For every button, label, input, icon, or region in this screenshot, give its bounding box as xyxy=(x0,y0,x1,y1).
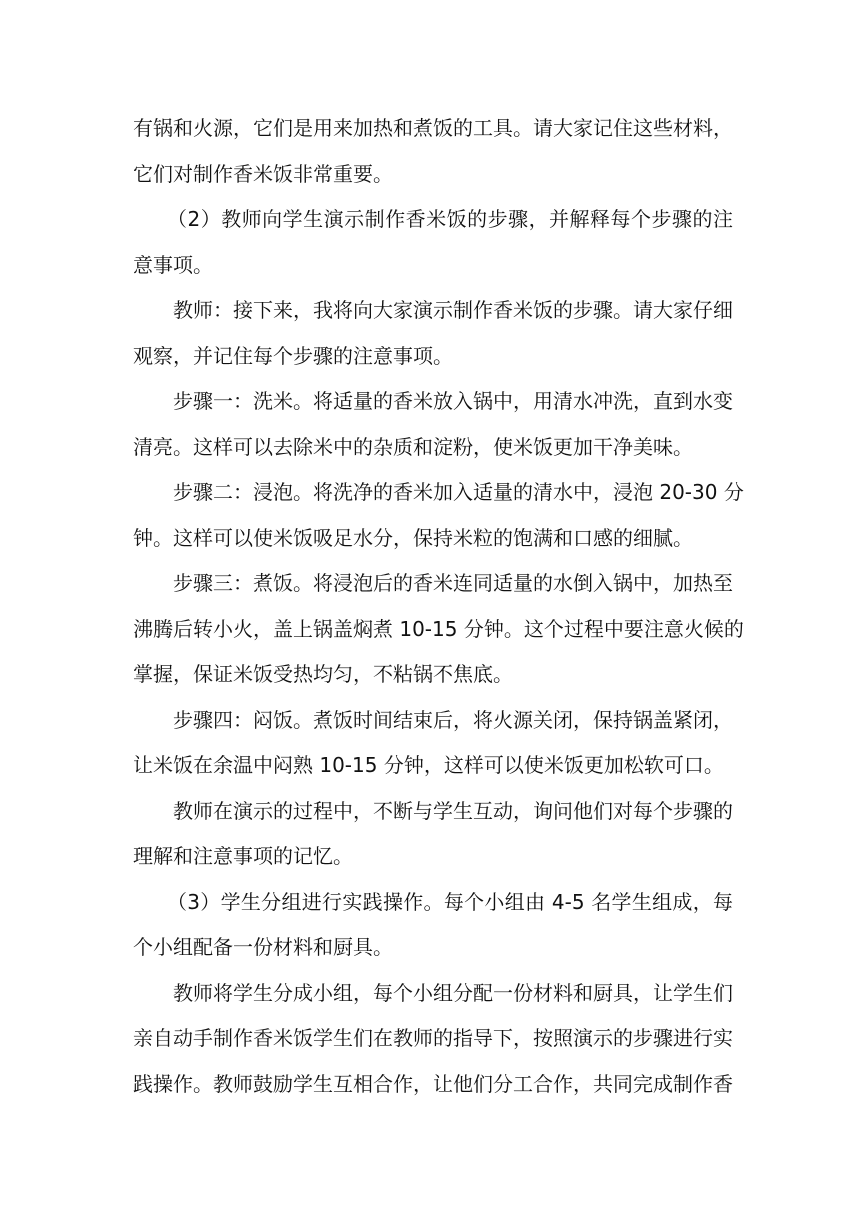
text-line: 观察，并记住每个步骤的注意事项。 xyxy=(133,343,453,368)
text-line: 沸腾后转小火，盖上锅盖焖煮 10-15 分钟。这个过程中要注意火候的 xyxy=(133,616,744,641)
text-line: 它们对制作香米饭非常重要。 xyxy=(133,161,393,186)
text-line: 践操作。教师鼓励学生互相合作，让他们分工合作，共同完成制作香 xyxy=(133,1071,733,1096)
text-line: 意事项。 xyxy=(133,252,213,277)
text-line: 个小组配备一份材料和厨具。 xyxy=(133,935,393,959)
text-line: 教师将学生分成小组，每个小组分配一份材料和厨具，让学生们 xyxy=(173,980,733,1005)
paragraph xyxy=(133,288,733,379)
paragraph xyxy=(133,561,744,698)
text-line: 步骤一：洗米。将适量的香米放入锅中，用清水冲洗，直到水变 xyxy=(173,389,733,413)
paragraph xyxy=(133,971,733,1108)
text-line: 理解和注意事项的记忆。 xyxy=(133,844,353,868)
text-line: 教师在演示的过程中，不断与学生互动，询问他们对每个步骤的 xyxy=(173,798,733,823)
text-line: 教师：接下来，我将向大家演示制作香米饭的步骤。请大家仔细 xyxy=(173,298,733,322)
paragraph xyxy=(133,789,733,880)
paragraph xyxy=(133,470,744,561)
text-line: 清亮。这样可以去除米中的杂质和淀粉，使米饭更加干净美味。 xyxy=(133,434,693,459)
document-body xyxy=(133,106,744,1107)
text-line: 步骤三：煮饭。将浸泡后的香米连同适量的水倒入锅中，加热至 xyxy=(173,571,733,595)
text-line: 步骤二：浸泡。将洗净的香米加入适量的清水中，浸泡 20-30 分 xyxy=(173,480,744,504)
paragraph xyxy=(133,197,733,288)
text-line: 钟。这样可以使米饭吸足水分，保持米粒的饱满和口感的细腻。 xyxy=(133,525,693,550)
text-line: 亲自动手制作香米饭学生们在教师的指导下，按照演示的步骤进行实 xyxy=(133,1026,733,1050)
paragraph xyxy=(133,698,733,789)
text-line: 掌握，保证米饭受热均匀，不粘锅不焦底。 xyxy=(133,662,513,686)
paragraph xyxy=(133,106,733,197)
text-line: （3）学生分组进行实践操作。每个小组由 4-5 名学生组成，每 xyxy=(167,889,733,914)
text-line: 有锅和火源，它们是用来加热和煮饭的工具。请大家记住这些材料， xyxy=(133,116,733,140)
text-line: 步骤四：闷饭。煮饭时间结束后，将火源关闭，保持锅盖紧闭， xyxy=(173,707,733,732)
text-line: 让米饭在余温中闷熟 10-15 分钟，这样可以使米饭更加松软可口。 xyxy=(133,753,724,777)
paragraph xyxy=(133,379,733,470)
text-line: （2）教师向学生演示制作香米饭的步骤，并解释每个步骤的注 xyxy=(167,207,733,231)
paragraph xyxy=(133,880,733,971)
